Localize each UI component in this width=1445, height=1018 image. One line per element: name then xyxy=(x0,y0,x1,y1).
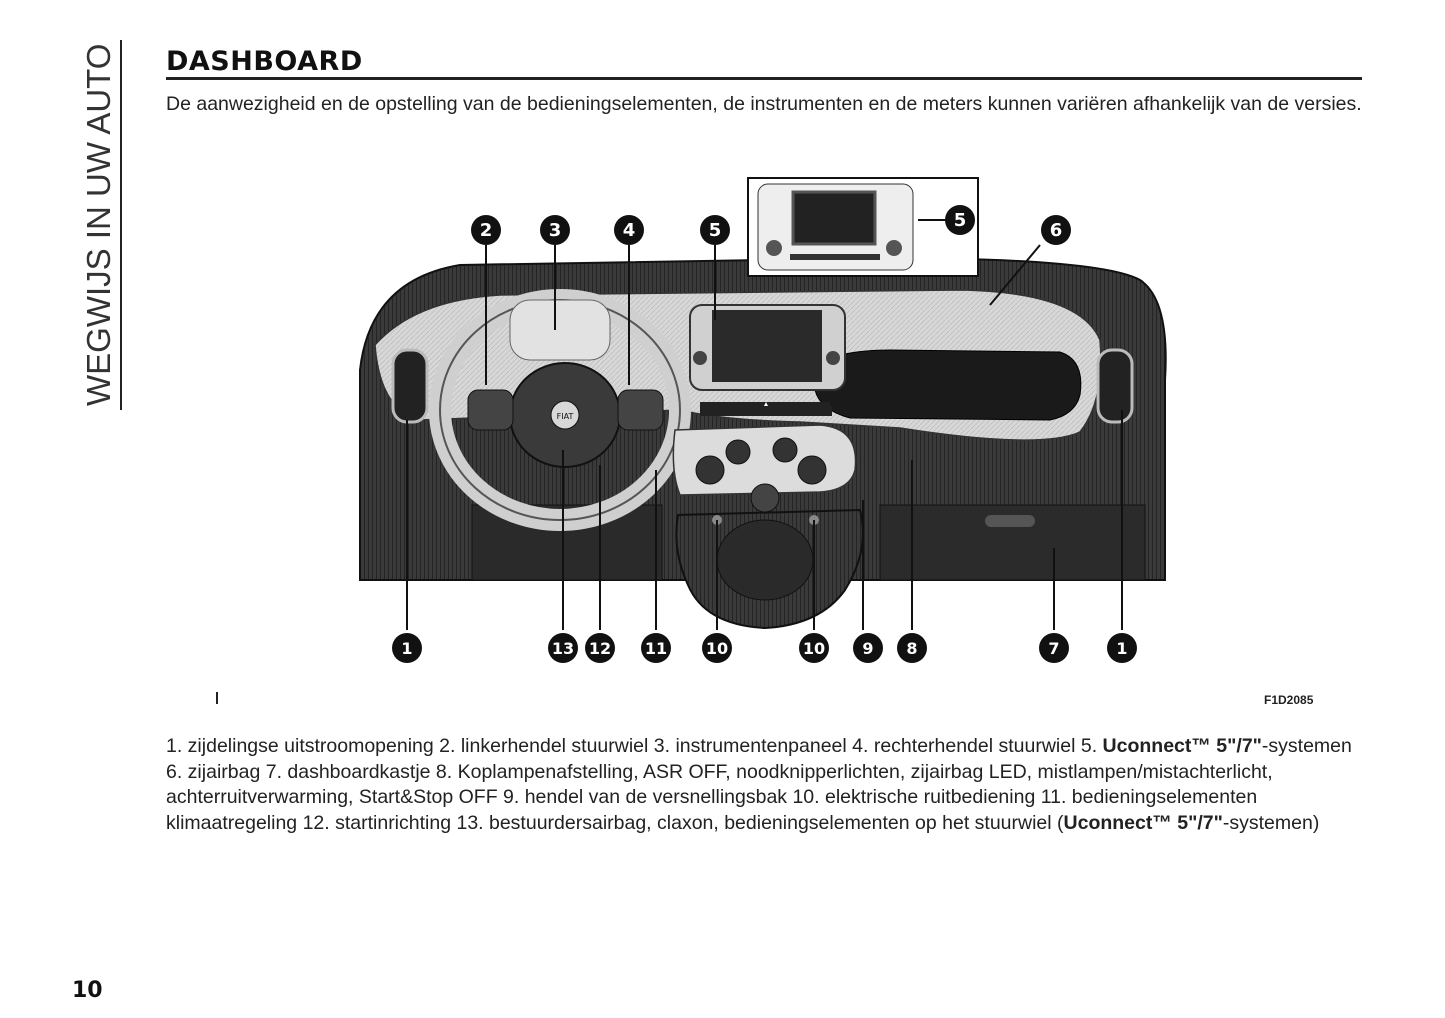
callout-6: 6 xyxy=(1049,220,1063,241)
callout-5-inset: 5 xyxy=(953,210,967,231)
dashboard-illustration xyxy=(200,170,1320,700)
callout-1-right: 1 xyxy=(1116,639,1128,658)
caption-text-2: -systemen 6. zijairbag 7. dashboardkastje 8. Koplampenafstelling, ASR OFF, noodknipperlichten, zijairbag LED, mistlampen/mistachterlicht, achterruitverwarming, Start&Stop OFF 9. hendel van de versnellingsbak 10. elektrische ruitbediening 11. bedieningselementen klimaatregeling 12. startinrichting 13. bestuurdersairbag, claxon, bedieningselementen op het stuurwiel ( xyxy=(166,735,1352,834)
callout-1-left: 1 xyxy=(401,639,413,658)
callout-10-right: 10 xyxy=(802,639,826,658)
callout-12: 12 xyxy=(588,639,612,658)
figure-caption xyxy=(166,734,1362,836)
caption-text-1: 1. zijdelingse uitstroomopening 2. linkerhendel stuurwiel 3. instrumentenpaneel 4. rechterhendel stuurwiel 5. xyxy=(166,735,1103,757)
section-label: WEGWIJS IN UW AUTO xyxy=(80,43,117,407)
section-side-tab xyxy=(80,40,126,410)
caption-bold-2: Uconnect™ 5"/7" xyxy=(1063,811,1223,834)
callout-9: 9 xyxy=(862,639,874,658)
side-tab-rule xyxy=(120,40,122,410)
uconnect-inset xyxy=(748,178,978,276)
page-number: 10 xyxy=(72,978,103,1003)
callout-13: 13 xyxy=(551,639,575,658)
callout-3: 3 xyxy=(548,220,562,241)
callouts-bottom xyxy=(392,633,1137,663)
figure-code: F1D2085 xyxy=(1264,693,1314,707)
intro-paragraph: De aanwezigheid en de opstelling van de bedieningselementen, de instrumenten en de meters kunnen variëren afhankelijk van de versies. xyxy=(166,93,1362,115)
figure-mark xyxy=(216,692,218,704)
page-title: DASHBOARD xyxy=(166,46,363,77)
callout-11: 11 xyxy=(644,639,668,658)
button-strip xyxy=(700,406,832,416)
title-rule xyxy=(166,77,1362,80)
brand-badge: FIAT xyxy=(556,412,574,421)
caption-text-3: -systemen) xyxy=(1222,811,1320,834)
callout-8: 8 xyxy=(906,639,918,658)
callout-2: 2 xyxy=(479,220,493,241)
callout-4: 4 xyxy=(622,220,636,241)
caption-bold-1: Uconnect™ 5"/7" xyxy=(1102,735,1262,757)
callout-5: 5 xyxy=(708,220,722,241)
callout-7: 7 xyxy=(1048,639,1060,658)
callout-10-left: 10 xyxy=(705,639,729,658)
